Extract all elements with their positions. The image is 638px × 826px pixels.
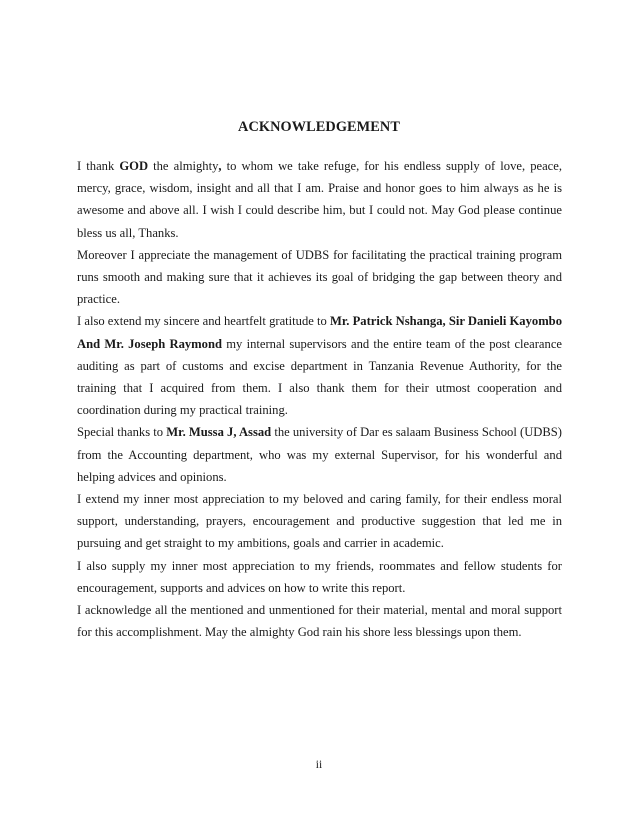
text-run: I acknowledge all the mentioned and unmentioned for their material, mental and moral support for this accomplishment. May the almighty God rain his shore less blessings upon them. bbox=[77, 603, 562, 640]
page-title: ACKNOWLEDGEMENT bbox=[238, 119, 400, 135]
text-run: Moreover I appreciate the management of UDBS for facilitating the practical training program runs smooth and making sure that it achieves its goal of bridging the gap between theory and practice. bbox=[77, 247, 562, 307]
text-run: I extend my inner most appreciation to my beloved and caring family, for their endless moral support, understanding, prayers, encouragement and productive suggestion that led me in pursuing and get straight to my ambitions, goals and carrier in academic. bbox=[77, 492, 562, 551]
paragraph bbox=[77, 244, 562, 311]
text-run: to whom we take refuge, for his endless supply of love, peace, mercy, grace, wisdom, insight and all that I am. Praise and honor goes to him always as he is awesome and above all. I wish I could describe him, but I could not. May God please continue bless us all, Thanks. bbox=[77, 159, 562, 240]
text-run: the university of Dar es salaam Business School (UDBS) from the Accounting department, who was my external Supervisor, for his wonderful and helping advices and opinions. bbox=[77, 425, 562, 484]
paragraph bbox=[77, 421, 562, 488]
text-run: I also extend my sincere and heartfelt gratitude to bbox=[77, 314, 330, 329]
text-run: my internal supervisors and the entire team of the post clearance auditing as part of customs and excise department in Tanzania Revenue Authority, for the training that I acquired from them. I also thank them for their utmost cooperation and coordination during my practical training. bbox=[77, 336, 562, 418]
page-number: ii bbox=[315, 759, 323, 771]
bold-text: , bbox=[218, 159, 222, 173]
text-run: I also supply my inner most appreciation to my friends, roommates and fellow students for encouragement, supports and advices on how to write this report. bbox=[77, 558, 562, 595]
paragraph bbox=[77, 310, 562, 421]
text-run: the almighty bbox=[148, 159, 219, 173]
paragraph bbox=[77, 155, 562, 244]
paragraph bbox=[77, 488, 562, 555]
paragraph bbox=[77, 555, 562, 599]
bold-text: GOD bbox=[119, 159, 149, 173]
text-run: I thank bbox=[77, 159, 120, 173]
paragraph bbox=[77, 599, 562, 643]
bold-text: Mr. Mussa J, Assad bbox=[166, 425, 272, 440]
bold-text: Mr. Patrick Nshanga, Sir Danieli Kayombo And Mr. Joseph Raymond bbox=[77, 314, 562, 351]
acknowledgement-body bbox=[77, 155, 562, 643]
text-run: Special thanks to bbox=[77, 425, 167, 440]
